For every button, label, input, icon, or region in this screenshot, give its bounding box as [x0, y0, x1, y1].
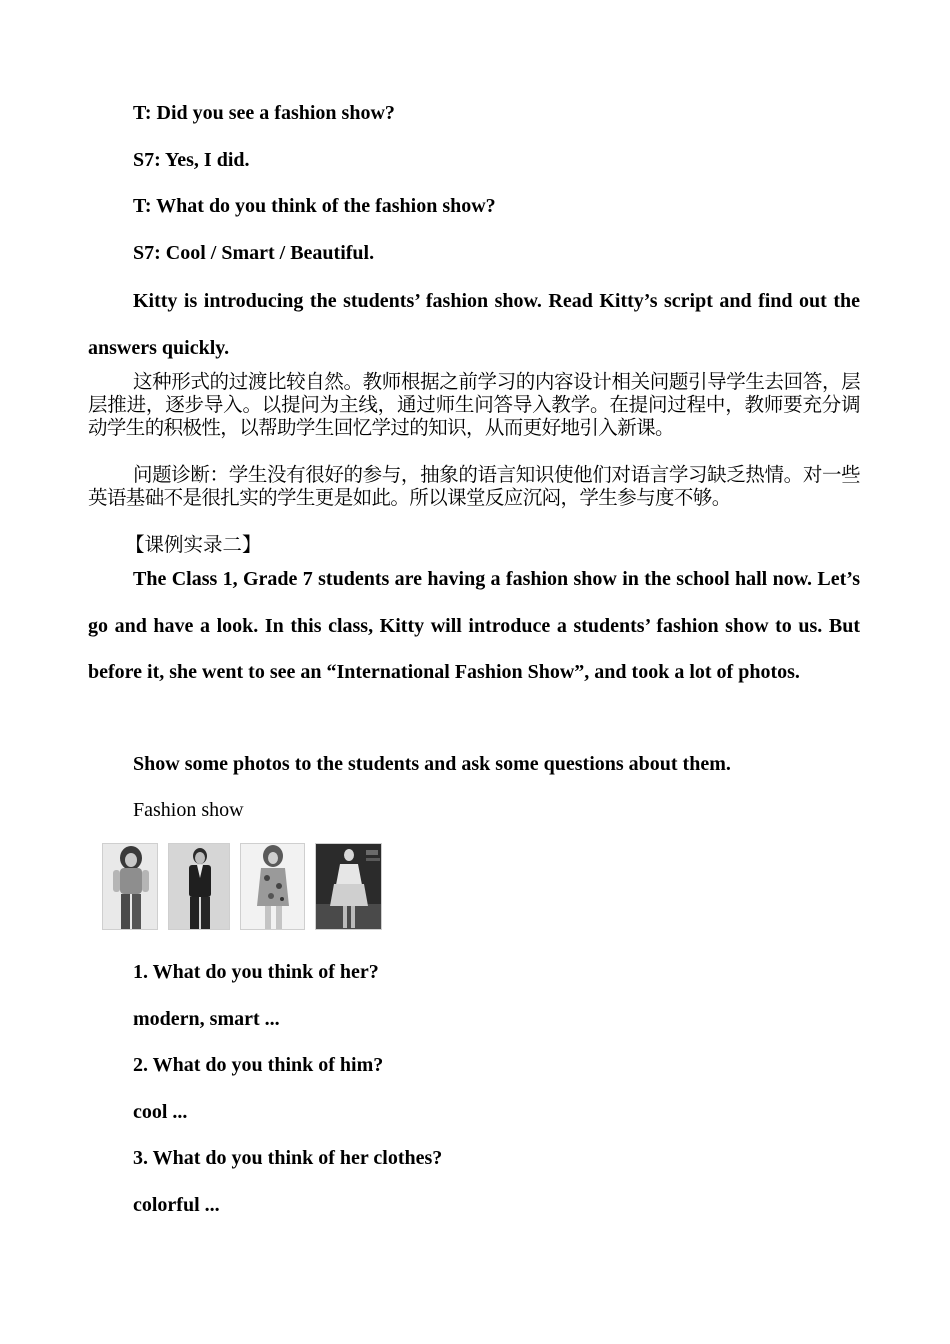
dialogue-line: S7: Yes, I did. — [133, 149, 250, 171]
dialogue-line: S7: Cool / Smart / Beautiful. — [133, 242, 375, 264]
intro-paragraph: Kitty is introducing the students’ fashion show. Read Kitty’s script and find out the answers quickly. — [88, 290, 860, 359]
answer: modern, smart ... — [133, 1008, 280, 1030]
analysis-paragraph: 这种形式的过渡比较自然。教师根据之前学习的内容设计相关问题引导学生去回答，层层推进，逐步导入。以提问为主线，通过师生问答导入教学。在提问过程中，教师要充分调动学生的积极性，以帮助学生回忆学过的知识，从而更好地引入新课。 — [88, 370, 860, 439]
case-paragraph: The Class 1, Grade 7 students are having a fashion show in the school hall now. Let’s go and have a look. In this class, Kitty will introduce a students’ fashion show to us. But before it, she went to see an “International Fashion Show”, and took a lot of photos. — [88, 568, 860, 683]
woman-in-jeans-photo — [102, 843, 158, 930]
man-in-suit-photo — [168, 843, 230, 930]
dialogue-line: T: Did you see a fashion show? — [133, 102, 395, 124]
question: 2. What do you think of him? — [133, 1054, 384, 1076]
instruction-line: Show some photos to the students and ask some questions about them. — [133, 753, 731, 775]
section-heading: 【课例实录二】 — [125, 533, 262, 556]
question: 3. What do you think of her clothes? — [133, 1147, 443, 1169]
question: 1. What do you think of her? — [133, 961, 379, 983]
answer: cool ... — [133, 1101, 188, 1123]
runway-model-photo — [315, 843, 382, 930]
answer: colorful ... — [133, 1194, 220, 1216]
dialogue-line: T: What do you think of the fashion show? — [133, 195, 496, 217]
model-in-floral-dress-photo — [240, 843, 305, 930]
diagnosis-paragraph: 问题诊断：学生没有很好的参与，抽象的语言知识使他们对语言学习缺乏热情。对一些英语基础不是很扎实的学生更是如此。所以课堂反应沉闷，学生参与度不够。 — [88, 463, 860, 509]
photos-label: Fashion show — [133, 799, 244, 821]
